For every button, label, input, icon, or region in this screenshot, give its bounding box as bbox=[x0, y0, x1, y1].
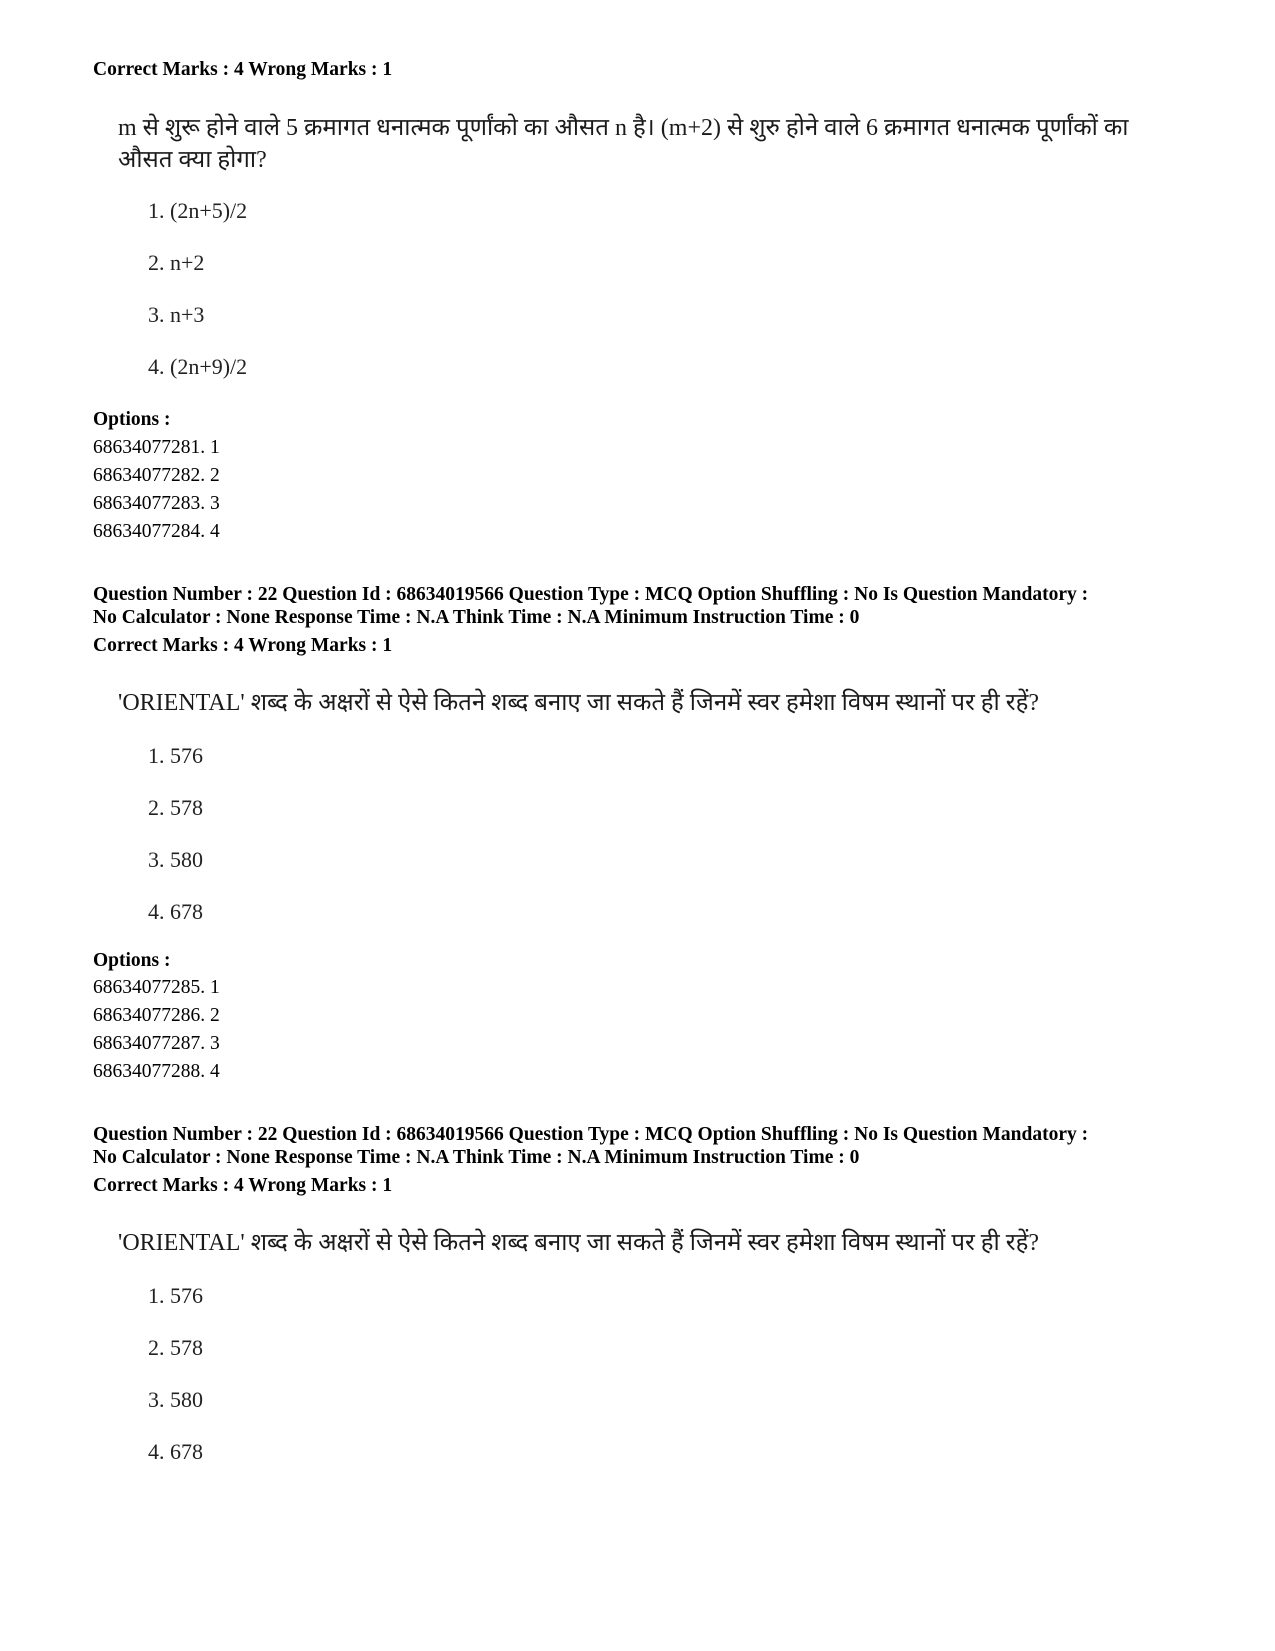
question-text: 'ORIENTAL' शब्द के अक्षरों से ऐसे कितने शब्द बनाए जा सकते हैं जिनमें स्वर हमेशा विषम स्थानों पर ही रहें? bbox=[118, 1230, 1039, 1256]
options-heading: Options : bbox=[93, 950, 171, 971]
option-id-line: 68634077281. 1 bbox=[93, 437, 220, 458]
correct-marks-line: Correct Marks : 4 Wrong Marks : 1 bbox=[93, 635, 393, 656]
answer-choice: 2. n+2 bbox=[148, 250, 205, 275]
answer-choice: 4. 678 bbox=[148, 899, 203, 924]
question-header-line: No Calculator : None Response Time : N.A Think Time : N.A Minimum Instruction Time : 0 bbox=[93, 1147, 860, 1168]
answer-choice: 3. n+3 bbox=[148, 302, 205, 327]
answer-choice: 4. 678 bbox=[148, 1439, 203, 1464]
answer-choice: 1. 576 bbox=[148, 743, 203, 768]
answer-choice: 1. (2n+5)/2 bbox=[148, 198, 248, 223]
option-id-line: 68634077285. 1 bbox=[93, 977, 220, 998]
correct-marks-line: Correct Marks : 4 Wrong Marks : 1 bbox=[93, 59, 393, 80]
answer-choice: 1. 576 bbox=[148, 1283, 203, 1308]
answer-choice: 3. 580 bbox=[148, 847, 203, 872]
option-id-line: 68634077284. 4 bbox=[93, 521, 220, 542]
question-header-line: Question Number : 22 Question Id : 68634019566 Question Type : MCQ Option Shuffling : No Is Question Mandatory : bbox=[93, 1124, 1089, 1145]
option-id-line: 68634077283. 3 bbox=[93, 493, 220, 514]
answer-choice: 4. (2n+9)/2 bbox=[148, 354, 248, 379]
option-id-line: 68634077288. 4 bbox=[93, 1061, 220, 1082]
option-id-line: 68634077287. 3 bbox=[93, 1033, 220, 1054]
question-text: m से शुरू होने वाले 5 क्रमागत धनात्मक पूर्णांको का औसत n है। (m+2) से शुरु होने वाले 6 क्रमागत धनात्मक पूर्णांकों का औसत क्या होगा? bbox=[118, 115, 1129, 173]
question-header-line: Question Number : 22 Question Id : 68634019566 Question Type : MCQ Option Shuffling : No Is Question Mandatory : bbox=[93, 584, 1089, 605]
question-text: 'ORIENTAL' शब्द के अक्षरों से ऐसे कितने शब्द बनाए जा सकते हैं जिनमें स्वर हमेशा विषम स्थानों पर ही रहें? bbox=[118, 690, 1039, 716]
option-id-line: 68634077286. 2 bbox=[93, 1005, 220, 1026]
question-header-line: No Calculator : None Response Time : N.A Think Time : N.A Minimum Instruction Time : 0 bbox=[93, 607, 860, 628]
answer-choice: 2. 578 bbox=[148, 795, 203, 820]
answer-choice: 2. 578 bbox=[148, 1335, 203, 1360]
options-heading: Options : bbox=[93, 409, 171, 430]
correct-marks-line: Correct Marks : 4 Wrong Marks : 1 bbox=[93, 1175, 393, 1196]
answer-choice: 3. 580 bbox=[148, 1387, 203, 1412]
option-id-line: 68634077282. 2 bbox=[93, 465, 220, 486]
